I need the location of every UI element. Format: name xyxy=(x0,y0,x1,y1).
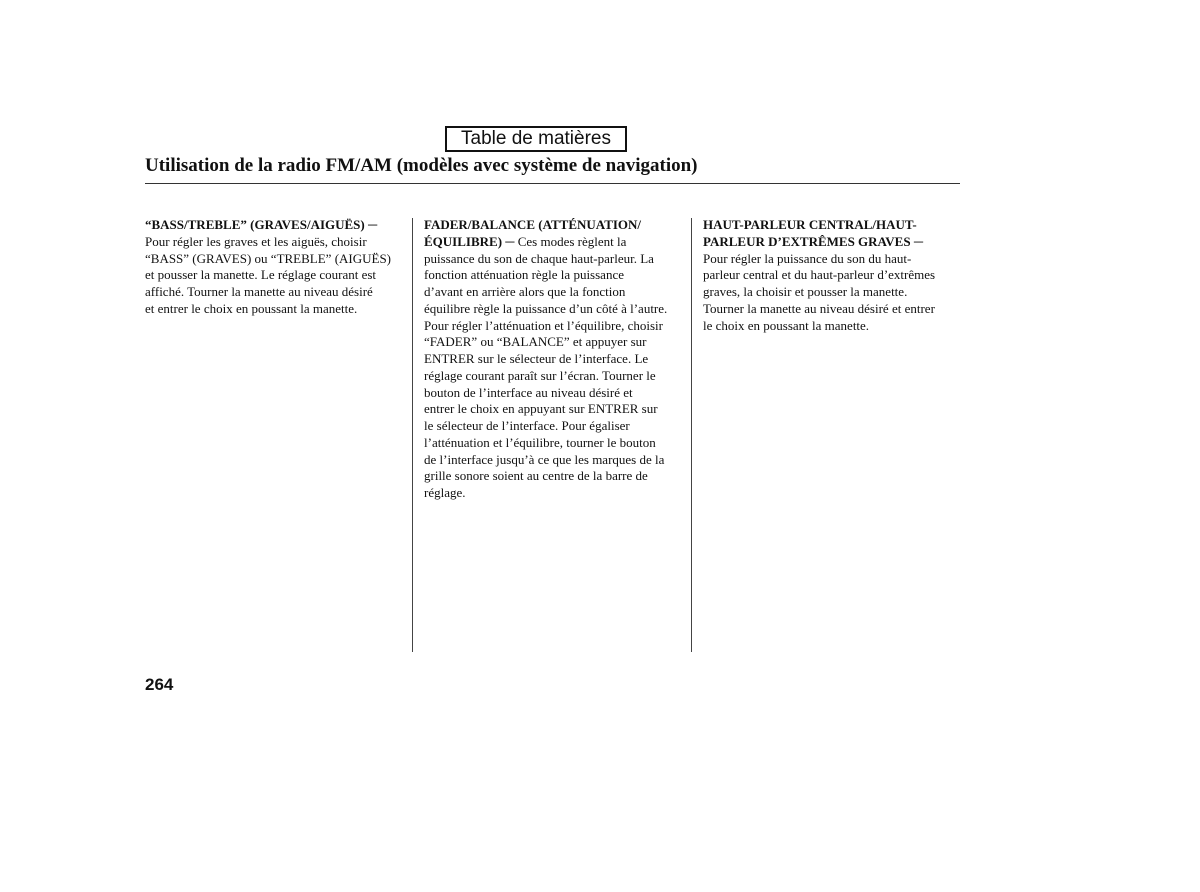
text-line: le choix en poussant la manette. xyxy=(703,317,870,333)
text-line: réglage courant paraît sur l’écran. Tourner le xyxy=(424,367,656,383)
text-line: de l’interface jusqu’à ce que les marques de la xyxy=(424,451,665,467)
section-heading: FADER/BALANCE (ATTÉNUATION/ xyxy=(424,217,642,232)
title-divider xyxy=(145,183,960,184)
text-line: grille sonore soient au centre de la barre de xyxy=(424,468,648,484)
text-line: fonction atténuation règle la puissance xyxy=(424,267,624,283)
text-line: puissance du son de chaque haut-parleur. La xyxy=(424,250,654,266)
section-heading: PARLEUR D’EXTRÊMES GRAVES xyxy=(703,233,911,249)
column-center-subwoofer xyxy=(703,217,963,334)
text-line: Pour régler l’atténuation et l’équilibre, choisir xyxy=(424,317,663,333)
page-number: 264 xyxy=(145,675,174,694)
text-line: “FADER” ou “BALANCE” et appuyer sur xyxy=(424,334,647,350)
text-line: Pour régler la puissance du son du haut- xyxy=(703,250,912,266)
page-title: Utilisation de la radio FM/AM (modèles avec système de navigation) xyxy=(145,155,698,176)
text-line xyxy=(424,234,686,251)
section-heading: “BASS/TREBLE” (GRAVES/AIGUËS) xyxy=(145,217,365,232)
section-heading: ÉQUILIBRE) xyxy=(424,233,503,249)
text-line: ENTRER sur le sélecteur de l’interface. Le xyxy=(424,351,649,366)
text-line: Tourner la manette au niveau désiré et entrer xyxy=(703,300,935,316)
text-line: affiché. Tourner la manette au niveau désiré xyxy=(145,284,373,299)
text-line: équilibre règle la puissance d’un côté à l’autre. xyxy=(424,300,668,316)
table-of-contents-button[interactable]: Table de matières xyxy=(445,126,627,152)
column-divider xyxy=(691,218,692,652)
text-line: l’atténuation et l’équilibre, tourner le bouton xyxy=(424,434,656,450)
text-line: réglage. xyxy=(424,485,466,500)
text-line: bouton de l’interface au niveau désiré et xyxy=(424,384,633,400)
text-line: Pour régler les graves et les aiguës, choisir xyxy=(145,233,367,249)
text-line xyxy=(145,217,403,234)
text-line xyxy=(703,234,963,251)
text-run: ─ xyxy=(910,233,924,249)
text-line: entrer le choix en appuyant sur ENTRER sur xyxy=(424,401,658,417)
text-line: d’avant en arrière alors que la fonction xyxy=(424,284,626,299)
text-line: le sélecteur de l’interface. Pour égaliser xyxy=(424,418,630,433)
text-line: “BASS” (GRAVES) ou “TREBLE” (AIGUËS) xyxy=(145,250,392,266)
text-run: ─ Ces modes règlent la xyxy=(502,233,627,249)
text-line: parleur central et du haut-parleur d’extrêmes xyxy=(703,267,936,283)
section-heading: HAUT-PARLEUR CENTRAL/HAUT- xyxy=(703,217,917,232)
text-line: et entrer le choix en poussant la manette. xyxy=(145,300,358,316)
column-bass-treble xyxy=(145,217,403,318)
text-run: ─ xyxy=(364,217,378,232)
text-line: et pousser la manette. Le réglage courant est xyxy=(145,267,377,283)
column-divider xyxy=(412,218,413,652)
column-fader-balance xyxy=(424,217,686,502)
text-line: graves, la choisir et pousser la manette. xyxy=(703,284,908,299)
